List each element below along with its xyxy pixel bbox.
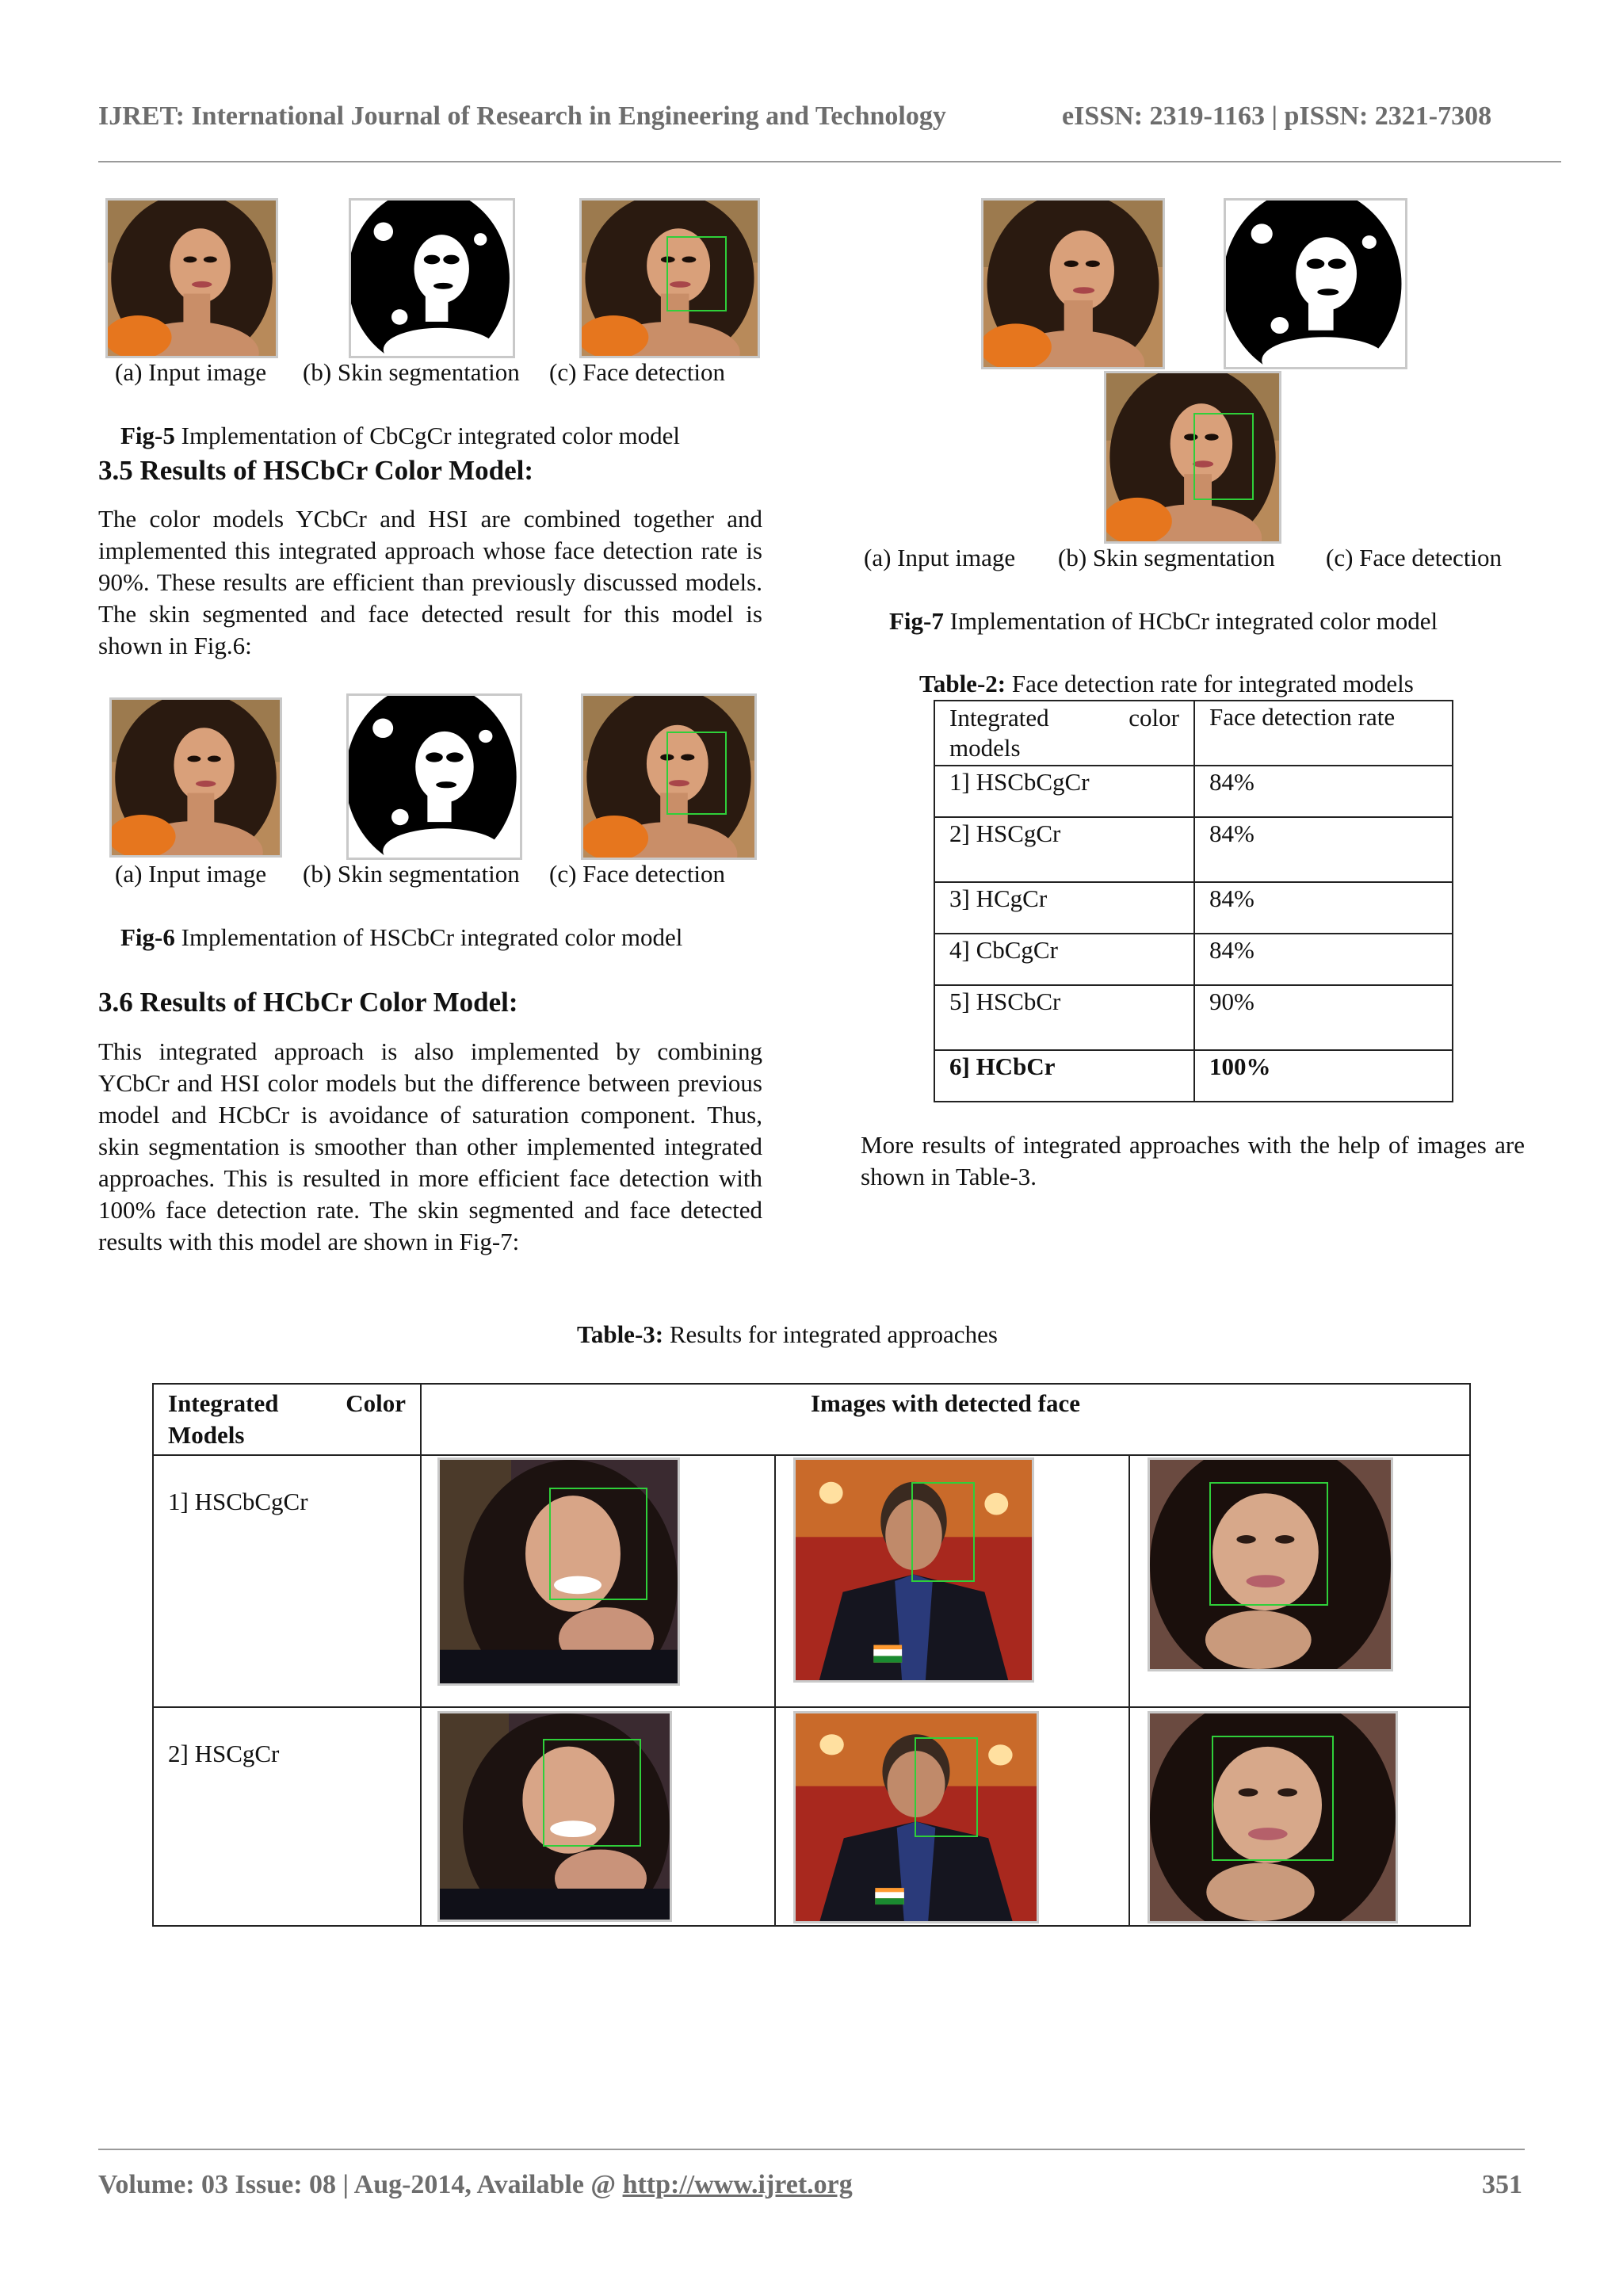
table2-rate-cell: 84% [1194, 882, 1453, 934]
header-rule [98, 161, 1561, 162]
face-box [1212, 1736, 1334, 1861]
table3-model-cell: 1] HSCbCgCr [153, 1455, 421, 1707]
table2-title [919, 670, 1414, 698]
result-image-girl [437, 1711, 672, 1922]
table2-header-rate: Face detection rate [1194, 701, 1453, 766]
table-row [934, 817, 1453, 882]
table2-header-row [934, 701, 1453, 766]
table2-header-model: Integrated color models [934, 701, 1194, 766]
fig5-face-detection-image [579, 198, 760, 358]
fig5-caption-b: (b) Skin segmentation [303, 358, 520, 386]
issn-info: eISSN: 2319-1163 | pISSN: 2321-7308 [1062, 101, 1492, 131]
table-row [934, 882, 1453, 934]
table-row [934, 1050, 1453, 1102]
face-box [1209, 1482, 1328, 1606]
fig5-input-image [105, 198, 278, 358]
result-image-girl2 [1148, 1711, 1398, 1924]
table3-header-models: Integrated Color Models [153, 1384, 421, 1455]
fig7-input-image [981, 198, 1165, 369]
footer-link[interactable]: http://www.ijret.org [622, 2170, 853, 2199]
fig7-caption-c: (c) Face detection [1326, 544, 1503, 571]
table3-label: Table-3: [577, 1320, 664, 1348]
table2-rate-cell: 84% [1194, 817, 1453, 882]
table-row [153, 1455, 1470, 1707]
fig6-caption-c: (c) Face detection [549, 860, 726, 888]
table3-header-images: Images with detected face [421, 1384, 1470, 1455]
fig7-caption-a: (a) Input image [864, 544, 1016, 571]
fig5-title [120, 422, 680, 450]
table-row [934, 985, 1453, 1050]
table2-model-cell: 2] HSCgCr [934, 817, 1194, 882]
fig7-title-text: Implementation of HCbCr integrated color model [943, 607, 1438, 635]
fig5-caption-c: (c) Face detection [549, 358, 726, 386]
fig6-title [120, 923, 682, 952]
table-row [934, 766, 1453, 817]
table3-image-cell [775, 1455, 1129, 1707]
result-image-girl [437, 1457, 680, 1686]
page-number: 351 [1482, 2170, 1522, 2199]
face-box [543, 1739, 641, 1847]
table-row [153, 1707, 1470, 1926]
fig6-title-text: Implementation of HSCbCr integrated color model [174, 923, 683, 951]
face-box [549, 1488, 647, 1600]
journal-title: IJRET: International Journal of Research in Engineering and Technology [98, 101, 946, 131]
table2-model-cell: 4] CbCgCr [934, 934, 1194, 985]
table3 [152, 1383, 1471, 1927]
table2-rate-cell: 84% [1194, 934, 1453, 985]
fig7-label: Fig-7 [889, 607, 944, 635]
fig6-input-image [109, 697, 282, 858]
fig6-skin-segmentation-image [346, 693, 522, 860]
fig5-skin-segmentation-image [349, 198, 515, 358]
table3-image-cell [1129, 1455, 1470, 1707]
table2 [934, 700, 1453, 1102]
fig5-caption-a: (a) Input image [115, 358, 267, 386]
fig6-caption-b: (b) Skin segmentation [303, 860, 520, 888]
fig7-caption-b: (b) Skin segmentation [1058, 544, 1275, 571]
table3-image-cell [775, 1707, 1129, 1926]
table-row [934, 934, 1453, 985]
table2-rate-cell: 90% [1194, 985, 1453, 1050]
section-3-5-heading: 3.5 Results of HSCbCr Color Model: [98, 455, 533, 486]
footer-rule [98, 2149, 1525, 2150]
fig7-title [889, 607, 1438, 636]
table3-image-cell [421, 1455, 775, 1707]
table3-header-row [153, 1384, 1470, 1455]
more-results-paragraph: More results of integrated approaches with the help of images are shown in Table-3. [861, 1131, 1525, 1190]
face-box [1193, 413, 1254, 500]
fig5-title-text: Implementation of CbCgCr integrated color model [174, 422, 680, 449]
table2-model-cell: 3] HCgCr [934, 882, 1194, 934]
table3-model-cell: 2] HSCgCr [153, 1707, 421, 1926]
result-image-man [793, 1457, 1034, 1683]
fig6-label: Fig-6 [120, 923, 175, 951]
fig7-skin-segmentation-image [1224, 198, 1407, 369]
table2-title-text: Face detection rate for integrated models [1006, 670, 1414, 697]
result-image-man [793, 1711, 1039, 1924]
face-box [915, 1737, 978, 1837]
fig6-caption-a: (a) Input image [115, 860, 267, 888]
table3-title-text: Results for integrated approaches [663, 1320, 998, 1348]
face-box [911, 1482, 975, 1582]
table2-rate-cell: 100% [1194, 1050, 1453, 1102]
table3-image-cell [1129, 1707, 1470, 1926]
table3-title [577, 1320, 998, 1349]
face-box [666, 236, 727, 311]
fig7-face-detection-image [1104, 371, 1281, 544]
section-3-5-paragraph: The color models YCbCr and HSI are combined together and implemented this integrated approach whose face detection rate is 90%. These results are efficient than previously discussed models. The skin segmented and face detected result for this model is shown in Fig.6: [98, 505, 762, 659]
table2-model-cell: 5] HSCbCr [934, 985, 1194, 1050]
fig6-face-detection-image [581, 693, 757, 860]
result-image-girl2 [1148, 1457, 1393, 1671]
table2-rate-cell: 84% [1194, 766, 1453, 817]
fig5-label: Fig-5 [120, 422, 175, 449]
footer-volume-text: Volume: 03 Issue: 08 | Aug-2014, Available @ [98, 2170, 623, 2199]
table3-image-cell [421, 1707, 775, 1926]
table2-model-cell: 6] HCbCr [934, 1050, 1194, 1102]
section-3-6-heading: 3.6 Results of HCbCr Color Model: [98, 987, 518, 1018]
table2-model-cell: 1] HSCbCgCr [934, 766, 1194, 817]
table2-label: Table-2: [919, 670, 1006, 697]
footer-volume [98, 2170, 853, 2200]
section-3-6-paragraph: This integrated approach is also implemented by combining YCbCr and HSI color models but the difference between previous model and HCbCr is avoidance of saturation component. Thus, skin segmentation is smoother than other implemented integrated approaches. This is resulted in more efficient face detection with 100% face detection rate. The skin segmented and face detected results with this model are shown in Fig-7: [98, 1037, 762, 1255]
face-box [666, 732, 727, 815]
